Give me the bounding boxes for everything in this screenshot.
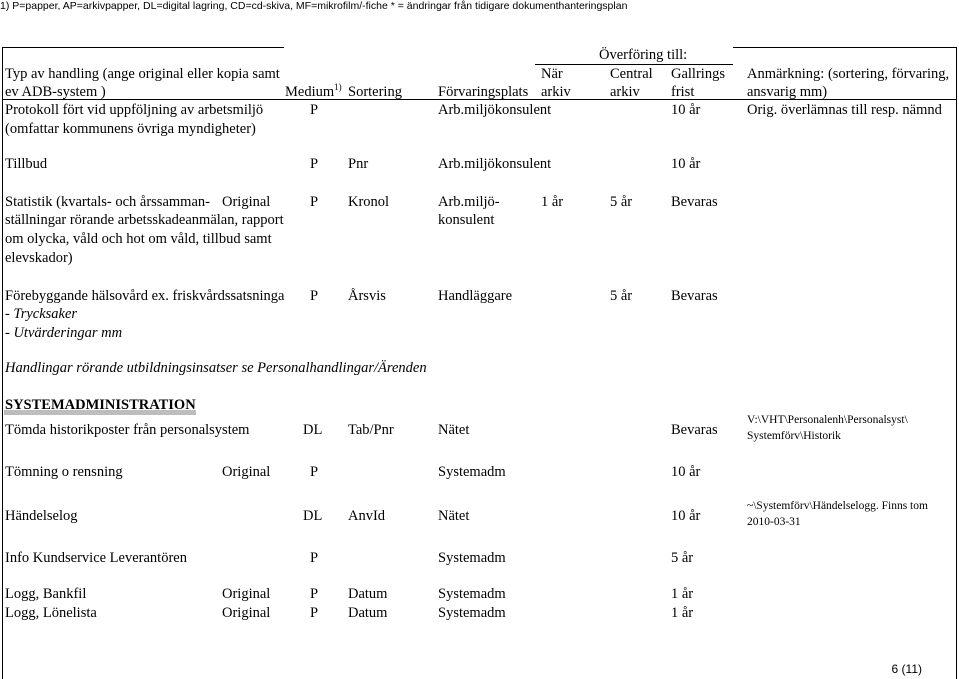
row-tomning-plats: Systemadm [438, 464, 506, 480]
top-border [2, 47, 284, 48]
header-central-line1: Central [610, 66, 653, 82]
header-central-line2: arkiv [610, 84, 640, 100]
header-nar-line2: arkiv [541, 84, 571, 100]
right-border [956, 47, 957, 679]
row-statistik-sortering: Kronol [348, 194, 390, 210]
header-typ-line2: ev ADB-system ) [5, 84, 106, 100]
row-forebyggande-plats: Handläggare [438, 288, 513, 304]
header-overforing: Överföring till: [599, 47, 688, 63]
row-handelselog-anmarkning-line1: ~\Systemförv\Händelselogg. Finns tom [747, 500, 928, 512]
header-note: 1) P=papper, AP=arkivpapper, DL=digital lagring, CD=cd-skiva, MF=mikrofilm/-fiche * = ändringar från tidigare dokumenthanteringsplan [0, 0, 628, 12]
transfer-divider [535, 64, 733, 65]
header-medium [285, 84, 342, 101]
row-protokoll-line1: Protokoll fört vid uppföljning av arbetsmiljö [5, 102, 264, 118]
row-forebyggande-line1: Förebyggande hälsovård ex. friskvårdssatsninga [5, 288, 285, 304]
row-statistik-central: 5 år [610, 194, 633, 210]
row-info-gallring: 5 år [671, 550, 694, 566]
section-title: SYSTEMADMINISTRATION [5, 397, 196, 413]
row-tomda-anmarkning-line2: Systemförv\Historik [747, 430, 841, 442]
row-statistik-original: Original [222, 194, 271, 210]
row-statistik-plats-line2: konsulent [438, 212, 495, 228]
row-tomning-gallring: 10 år [671, 464, 701, 480]
row-protokoll-plats: Arb.miljökonsulent [438, 102, 552, 118]
row-protokoll-medium: P [310, 102, 319, 118]
row-bankfil-original: Original [222, 586, 271, 602]
row-tillbud-line1: Tillbud [5, 156, 48, 172]
left-border [2, 47, 3, 679]
row-tillbud-sortering: Pnr [348, 156, 369, 172]
row-tomda-line1: Tömda historikposter från personalsystem [5, 422, 250, 438]
header-typ-line1: Typ av handling (ange original eller kopia samt [5, 66, 280, 82]
row-tomning-medium: P [310, 464, 319, 480]
row-protokoll-line2: (omfattar kommunens övriga myndigheter) [5, 121, 256, 137]
row-lonelista-medium: P [310, 605, 319, 621]
row-tillbud-plats: Arb.miljökonsulent [438, 156, 552, 172]
row-statistik-medium: P [310, 194, 319, 210]
row-handelselog-medium: DL [303, 508, 323, 524]
row-lonelista-line1: Logg, Lönelista [5, 605, 97, 621]
row-statistik-line3: om olycka, våld och hot om våld, tillbud samt [5, 231, 272, 247]
row-handelselog-sortering: AnvId [348, 508, 386, 524]
row-statistik-plats-line1: Arb.miljö- [438, 194, 500, 210]
top-border-right [733, 47, 957, 48]
row-protokoll-gallring: 10 år [671, 102, 701, 118]
row-tomda-anmarkning-line1: V:\VHT\Personalenh\Personalsyst\ [747, 414, 908, 426]
header-anmarkning-line1: Anmärkning: (sortering, förvaring, [747, 66, 950, 82]
row-tomda-sortering: Tab/Pnr [348, 422, 394, 438]
row-statistik-line4: elevskador) [5, 250, 73, 266]
header-sortering: Sortering [348, 84, 402, 100]
row-tomning-line1: Tömning o rensning [5, 464, 123, 480]
row-handelselog-line1: Händelselog [5, 508, 78, 524]
header-anmarkning-line2: ansvarig mm) [747, 84, 828, 100]
row-bankfil-plats: Systemadm [438, 586, 506, 602]
row-forebyggande-line3: - Utvärderingar mm [5, 325, 123, 341]
header-gallrings-line2: frist [671, 84, 695, 100]
row-handelselog-anmarkning-line2: 2010-03-31 [747, 516, 801, 528]
row-handelselog-gallring: 10 år [671, 508, 701, 524]
row-tomning-original: Original [222, 464, 271, 480]
row-bankfil-sortering: Datum [348, 586, 388, 602]
header-gallrings-line1: Gallrings [671, 66, 725, 82]
row-lonelista-original: Original [222, 605, 271, 621]
row-lonelista-gallring: 1 år [671, 605, 694, 621]
row-tillbud-gallring: 10 år [671, 156, 701, 172]
page-number: 6 (11) [891, 662, 922, 676]
row-handelselog-plats: Nätet [438, 508, 470, 524]
row-tomda-gallring: Bevaras [671, 422, 718, 438]
header-medium-footnote: 1) [334, 82, 342, 93]
row-statistik-nar: 1 år [541, 194, 564, 210]
row-tomda-plats: Nätet [438, 422, 470, 438]
row-info-plats: Systemadm [438, 550, 506, 566]
header-forvaringsplats: Förvaringsplats [438, 84, 529, 100]
row-forebyggande-medium: P [310, 288, 319, 304]
row-forebyggande-line2: - Trycksaker [5, 306, 78, 322]
row-protokoll-anmarkning: Orig. överlämnas till resp. nämnd [747, 102, 942, 118]
row-bankfil-gallring: 1 år [671, 586, 694, 602]
row-bankfil-medium: P [310, 586, 319, 602]
header-nar-line1: När [541, 66, 563, 82]
row-tillbud-medium: P [310, 156, 319, 172]
row-forebyggande-central: 5 år [610, 288, 633, 304]
row-forebyggande-sortering: Årsvis [348, 288, 386, 304]
row-statistik-gallring: Bevaras [671, 194, 718, 210]
row-handlingar-line1: Handlingar rörande utbildningsinsatser se Personalhandlingar/Ärenden [5, 360, 427, 376]
row-lonelista-plats: Systemadm [438, 605, 506, 621]
row-lonelista-sortering: Datum [348, 605, 388, 621]
row-tomda-medium: DL [303, 422, 323, 438]
header-medium-label: Medium [285, 84, 335, 100]
row-forebyggande-gallring: Bevaras [671, 288, 718, 304]
row-info-line1: Info Kundservice Leverantören [5, 550, 187, 566]
row-statistik-line1: Statistik (kvartals- och årssamman- [5, 194, 210, 210]
row-info-medium: P [310, 550, 319, 566]
row-statistik-line2: ställningar rörande arbetsskadeanmälan, rapport [5, 212, 284, 228]
row-bankfil-line1: Logg, Bankfil [5, 586, 87, 602]
